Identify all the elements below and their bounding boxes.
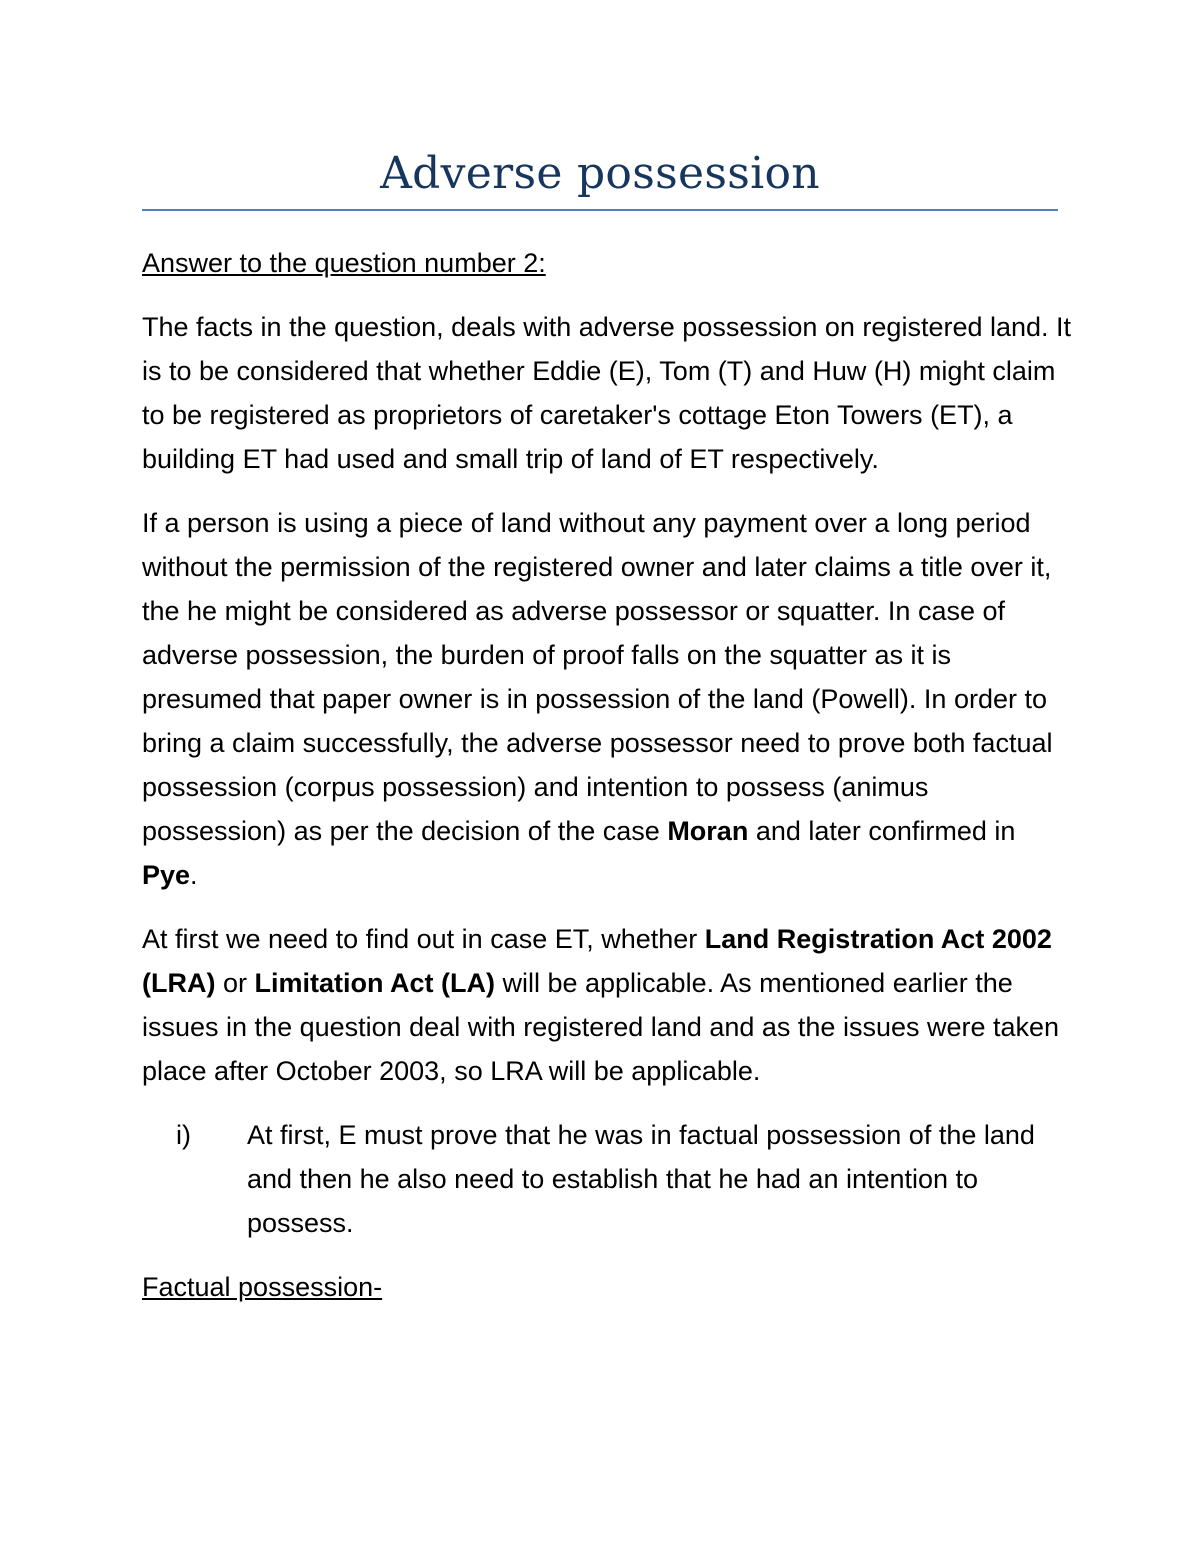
document-body bbox=[142, 241, 1072, 1329]
paragraph-applicable-law-text: At first we need to find out in case ET, whether bbox=[142, 924, 705, 954]
list-item-marker: i) bbox=[176, 1120, 191, 1150]
paragraph-facts: The facts in the question, deals with adverse possession on registered land. It is to be considered that whether Eddie (E), Tom (T) and Huw (H) might claim to be registered as proprietors of caretaker's cottage Eton Towers (ET), a building ET had used and small trip of land of ET respectively. bbox=[142, 312, 1072, 474]
title-underline-rule bbox=[142, 209, 1058, 211]
paragraph-adverse-possessor-text-3: . bbox=[190, 860, 198, 890]
statute-la: Limitation Act (LA) bbox=[254, 968, 495, 998]
paragraph-adverse-possessor-text-2: and later confirmed in bbox=[748, 816, 1016, 846]
case-name-moran: Moran bbox=[667, 816, 749, 846]
list-item-text: At first, E must prove that he was in factual possession of the land and then he also need to establish that he had an intention to possess. bbox=[247, 1120, 1035, 1238]
paragraph-applicable-law-text-3: will be applicable. As mentioned earlier the issues in the question deal with registered land and as the issues were taken place after October 2003, so LRA will be applicable. bbox=[142, 968, 1060, 1086]
paragraph-applicable-law bbox=[142, 917, 1072, 1093]
document-title: Adverse possession bbox=[380, 148, 820, 199]
paragraph-adverse-possessor bbox=[142, 501, 1072, 897]
paragraph-applicable-law-text-2: or bbox=[215, 968, 255, 998]
section-heading-answer bbox=[142, 241, 1072, 285]
statute-lra: Land Registration Act 2002 (LRA) bbox=[142, 924, 1052, 998]
section-heading-answer-text: Answer to the question number 2: bbox=[142, 248, 546, 278]
case-name-pye: Pye bbox=[142, 860, 191, 890]
section-heading-factual-possession-text: Factual possession- bbox=[142, 1272, 383, 1302]
section-heading-factual-possession bbox=[142, 1265, 1072, 1309]
paragraph-adverse-possessor-text: If a person is using a piece of land without any payment over a long period without the permission of the registered owner and later claims a title over it, the he might be considered as adverse possessor or squatter. In case of adverse possession, the burden of proof falls on the squatter as it is presumed that paper owner is in possession of the land (Powell). In order to bring a claim successfully, the adverse possessor need to prove both factual possession (corpus possession) and intention to possess (animus possession) as per the decision of the case bbox=[142, 508, 1053, 846]
list-item bbox=[142, 1113, 1072, 1245]
